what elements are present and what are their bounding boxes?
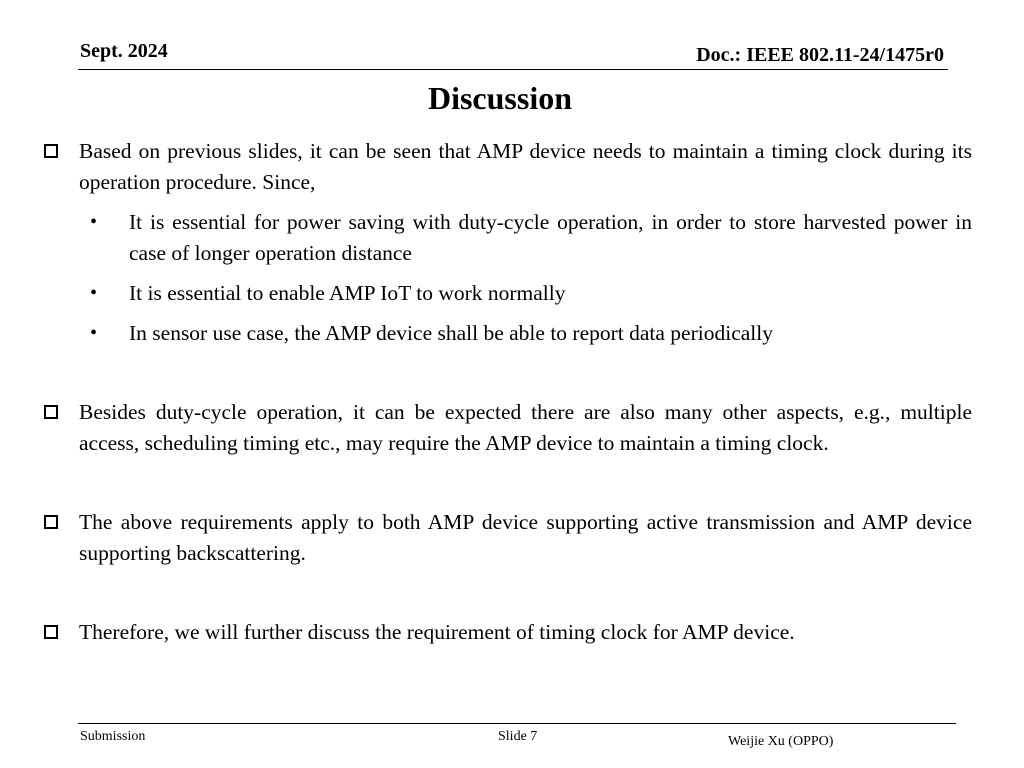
dot-bullet-icon: • [90, 322, 98, 344]
square-bullet-icon [44, 144, 58, 158]
bullet-4-text: Therefore, we will further discuss the requirement of timing clock for AMP device. [79, 620, 795, 644]
square-bullet-icon [44, 515, 58, 529]
dot-bullet-icon: • [90, 211, 98, 233]
sub-bullet-2 [40, 278, 972, 309]
slide-title: Discussion [427, 80, 573, 116]
footer-author: Weijie Xu (OPPO) [728, 734, 834, 749]
footer-slide-number: Slide 7 [498, 729, 538, 744]
bullet-4 [40, 617, 972, 648]
bullet-1-text: Based on previous slides, it can be seen that AMP device needs to maintain a timing clock during its operation procedure. Since, [79, 139, 972, 194]
square-bullet-icon [44, 405, 58, 419]
header-doc-id: Doc.: IEEE 802.11-24/1475r0 [696, 44, 944, 66]
footer-rule [78, 723, 956, 724]
sub-bullet-3 [40, 318, 972, 349]
sub-bullet-3-text: In sensor use case, the AMP device shall be able to report data periodically [129, 321, 773, 345]
sub-bullet-1-text: It is essential for power saving with duty-cycle operation, in order to store harvested power in case of longer operation distance [129, 210, 972, 265]
bullet-3 [40, 507, 972, 569]
sub-bullet-1 [40, 207, 972, 269]
bullet-1 [40, 136, 972, 198]
header-date: Sept. 2024 [80, 40, 168, 62]
bullet-2-text: Besides duty-cycle operation, it can be expected there are also many other aspects, e.g., multiple access, scheduling timing etc., may require the AMP device to maintain a timing clock. [79, 400, 972, 455]
bullet-2 [40, 397, 972, 459]
footer-submission: Submission [80, 729, 146, 744]
bullet-3-text: The above requirements apply to both AMP device supporting active transmission and AMP device supporting backscattering. [79, 510, 972, 565]
square-bullet-icon [44, 625, 58, 639]
slide-body [40, 136, 972, 648]
header-rule [78, 69, 948, 70]
sub-bullet-2-text: It is essential to enable AMP IoT to work normally [129, 281, 566, 305]
dot-bullet-icon: • [90, 282, 98, 304]
